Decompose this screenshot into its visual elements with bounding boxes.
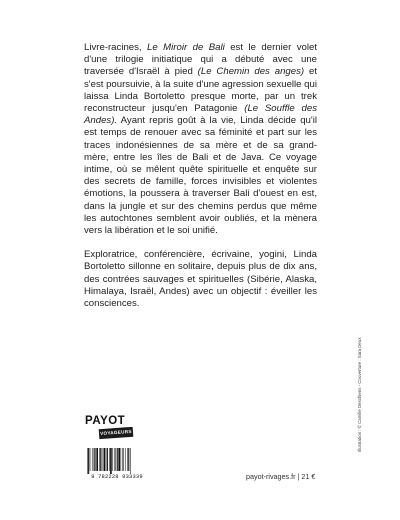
barcode-bar	[95, 448, 96, 471]
barcode-bar	[87, 448, 88, 474]
barcode-bar	[112, 448, 113, 471]
barcode-bar	[106, 448, 107, 471]
logo-subtitle: VOYAGEURS	[99, 427, 134, 439]
book-title: (Le Souffle des Andes).	[84, 103, 317, 127]
barcode-bar	[117, 448, 118, 471]
blurb-text: Livre-racines,	[84, 42, 148, 53]
blurb-text: Ayant repris goût à la vie, Linda décide qu'il est temps de renouer avec sa féminité et part sur les traces indonésiennes de sa mère et de sa grand-mère, entre les îles de Bali et de Java. Ce voyage intime, où se mêlent quête spirituelle et enquête sur des secrets de famille, forces invisibles et violentes émotions, la poussera à traverser Bali d'ouest en est, dans la jungle et sur des chemins perdus que même les autochtones semblent avoir oubliés, et la mènera vers la libération et le soi unifié.	[84, 115, 317, 237]
barcode-bar	[121, 448, 122, 471]
book-title: Le Miroir de Bali	[147, 42, 225, 53]
barcode-bar	[99, 448, 100, 471]
isbn-number: 9 782228 933339	[91, 474, 143, 480]
barcode-bar	[128, 448, 129, 471]
book-title: (Le Chemin des anges)	[197, 66, 305, 78]
blurb-paragraph-1	[84, 42, 317, 237]
barcode-bar	[100, 448, 101, 471]
barcode-bar	[90, 448, 91, 471]
barcode-bar	[102, 448, 103, 471]
barcode-bar	[104, 448, 106, 471]
barcode-bar	[118, 448, 120, 471]
logo-name: PAYOT	[85, 415, 126, 427]
barcode-bar	[94, 448, 95, 471]
blurb	[84, 42, 317, 310]
barcode-block	[84, 448, 150, 482]
barcode-bar	[107, 448, 108, 471]
blurb-text: et s'est poursuivie, à la suite d'une agression sexuelle qui laissa Linda Bortoletto presque morte, par un trek reconstructeur jusqu'en Patagonie	[84, 66, 317, 115]
barcode-bar	[125, 448, 126, 471]
barcode-bar	[123, 448, 124, 471]
barcode-bar	[127, 448, 128, 471]
barcode-icon	[86, 448, 148, 474]
illustration-credits: Illustration : © Camille Deschiens - Couverture : Sara Deux	[357, 337, 362, 452]
barcode-bar	[110, 448, 112, 474]
barcode-bar	[115, 448, 116, 471]
blurb-text: est le dernier volet d'une trilogie initiatique qui a débuté avec une traversée d'Israël à pied	[84, 42, 317, 78]
publisher-price: payot-rivages.fr | 21 €	[246, 472, 316, 481]
barcode-bar	[109, 448, 110, 471]
barcode-bar	[130, 448, 131, 474]
barcode-bar	[92, 448, 93, 471]
barcode-bar	[114, 448, 115, 471]
payot-voyageurs-logo	[85, 415, 137, 445]
barcode-bar	[88, 448, 89, 474]
barcode-bar	[122, 448, 123, 471]
blurb-paragraph-2: Exploratrice, conférencière, écrivaine, yogini, Linda Bortoletto sillonne en solitaire, depuis plus de dix ans, des contrées sauvages et spirituelles (Sibérie, Alaska, Himalaya, Israël, Andes) avec un objectif : éveiller les consciences.	[84, 249, 317, 310]
barcode-bar	[96, 448, 98, 471]
